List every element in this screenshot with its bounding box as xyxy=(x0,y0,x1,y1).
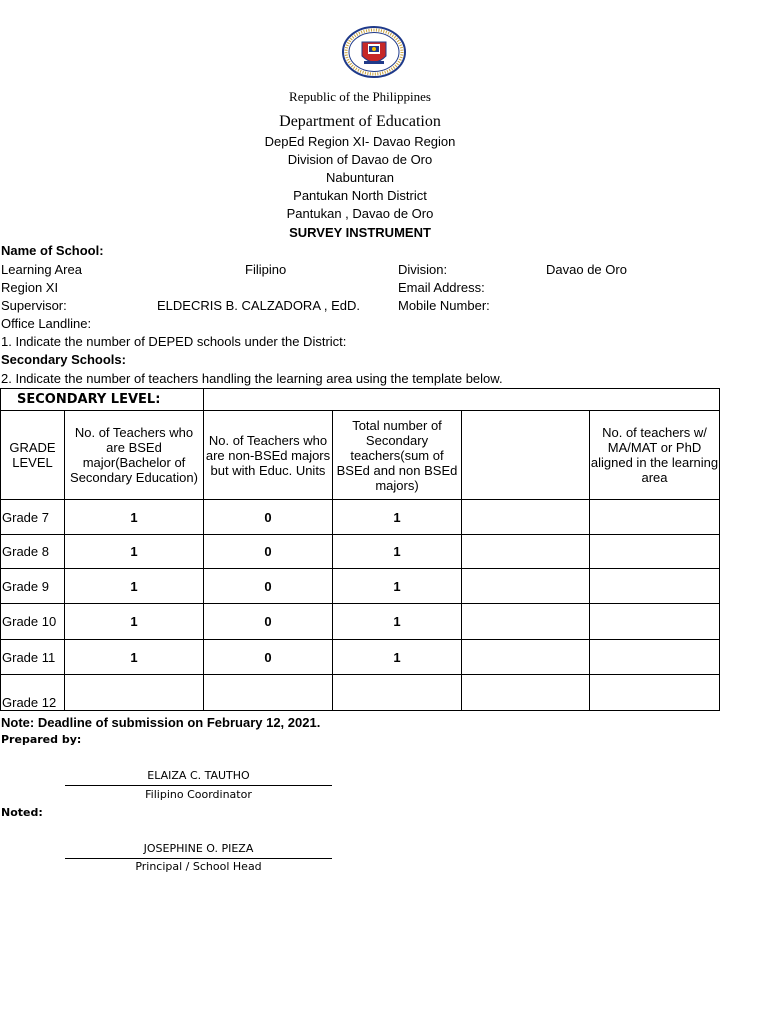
grade-cell: Grade 12 xyxy=(1,675,65,711)
secondary-level-title: SECONDARY LEVEL: xyxy=(1,389,204,411)
table-row xyxy=(1,569,720,604)
ma-phd-count xyxy=(590,500,720,535)
supervisor-label: Supervisor: xyxy=(1,298,67,313)
non-bsed-count: 0 xyxy=(204,500,333,535)
total-count xyxy=(333,675,462,711)
ma-phd-count xyxy=(590,640,720,675)
table-title-row xyxy=(1,389,720,411)
bsed-count: 1 xyxy=(65,500,204,535)
preparer-signature-line xyxy=(65,785,332,786)
non-bsed-count xyxy=(204,675,333,711)
header-total: Total number of Secondary teachers(sum of BSEd and non BSEd majors) xyxy=(333,411,462,500)
question-2: 2. Indicate the number of teachers handling the learning area using the template below. xyxy=(1,371,503,386)
preparer-name: ELAIZA C. TAUTHO xyxy=(147,769,250,782)
grade-cell: Grade 9 xyxy=(1,569,65,604)
blank-cell xyxy=(462,675,590,711)
learning-area-value: Filipino xyxy=(245,262,287,277)
header-non-bsed: No. of Teachers who are non-BSEd majors but with Educ. Units xyxy=(204,411,333,500)
deadline-note: Note: Deadline of submission on February 12, 2021. xyxy=(1,715,321,730)
noted-label: Noted: xyxy=(1,806,43,819)
question-1: 1. Indicate the number of DEPED schools under the District: xyxy=(1,334,347,349)
grade-cell: Grade 11 xyxy=(1,640,65,675)
total-count: 1 xyxy=(333,640,462,675)
deped-seal-logo xyxy=(342,26,406,78)
school-name-label: Name of School: xyxy=(1,243,104,258)
total-count: 1 xyxy=(333,500,462,535)
non-bsed-count: 0 xyxy=(204,569,333,604)
blank-cell xyxy=(462,569,590,604)
table-row xyxy=(1,640,720,675)
non-bsed-count: 0 xyxy=(204,535,333,569)
grade-cell: Grade 8 xyxy=(1,535,65,569)
district-line: Pantukan North District xyxy=(293,188,427,203)
noter-name: JOSEPHINE O. PIEZA xyxy=(143,842,254,855)
ma-phd-count xyxy=(590,535,720,569)
prepared-by-label: Prepared by: xyxy=(1,733,82,746)
bsed-count xyxy=(65,675,204,711)
noter-title: Principal / School Head xyxy=(135,860,262,873)
grade-cell: Grade 10 xyxy=(1,604,65,640)
total-count: 1 xyxy=(333,604,462,640)
form-title: SURVEY INSTRUMENT xyxy=(289,225,431,240)
region-label: Region XI xyxy=(1,280,59,295)
bsed-count: 1 xyxy=(65,535,204,569)
ma-phd-count xyxy=(590,604,720,640)
blank-cell xyxy=(462,604,590,640)
division-label: Division: xyxy=(398,262,448,277)
division-value: Davao de Oro xyxy=(546,262,627,277)
header-ma-phd: No. of teachers w/ MA/MAT or PhD aligned in the learning area xyxy=(590,411,720,500)
header-grade-level: GRADE LEVEL xyxy=(1,411,65,500)
header-bsed: No. of Teachers who are BSEd major(Bachelor of Secondary Education) xyxy=(65,411,204,500)
title-blank-cell xyxy=(204,389,720,411)
division-line: Division of Davao de Oro xyxy=(287,152,433,167)
non-bsed-count: 0 xyxy=(204,640,333,675)
blank-cell xyxy=(462,535,590,569)
table-header-row xyxy=(1,411,720,500)
grade-cell: Grade 7 xyxy=(1,500,65,535)
table-row xyxy=(1,535,720,569)
preparer-title: Filipino Coordinator xyxy=(145,788,252,801)
non-bsed-count: 0 xyxy=(204,604,333,640)
blank-cell xyxy=(462,500,590,535)
department-title: Department of Education xyxy=(279,113,441,130)
republic-line: Republic of the Philippines xyxy=(289,89,431,104)
municipality-line: Nabunturan xyxy=(326,170,394,185)
total-count: 1 xyxy=(333,535,462,569)
landline-label: Office Landline: xyxy=(1,316,92,331)
ma-phd-count xyxy=(590,675,720,711)
header-blank xyxy=(462,411,590,500)
locality-line: Pantukan , Davao de Oro xyxy=(286,206,434,221)
mobile-label: Mobile Number: xyxy=(398,298,490,313)
blank-cell xyxy=(462,640,590,675)
noter-signature-line xyxy=(65,858,332,859)
secondary-schools-label: Secondary Schools: xyxy=(1,352,126,367)
bsed-count: 1 xyxy=(65,640,204,675)
bsed-count: 1 xyxy=(65,604,204,640)
table-row xyxy=(1,500,720,535)
ma-phd-count xyxy=(590,569,720,604)
supervisor-value: ELDECRIS B. CALZADORA , EdD. xyxy=(157,298,361,313)
email-label: Email Address: xyxy=(398,280,485,295)
table-row xyxy=(1,675,720,711)
bsed-count: 1 xyxy=(65,569,204,604)
region-line: DepEd Region XI- Davao Region xyxy=(264,134,456,149)
table-row xyxy=(1,604,720,640)
total-count: 1 xyxy=(333,569,462,604)
secondary-teachers-table xyxy=(0,388,720,711)
learning-area-label: Learning Area xyxy=(1,262,82,277)
